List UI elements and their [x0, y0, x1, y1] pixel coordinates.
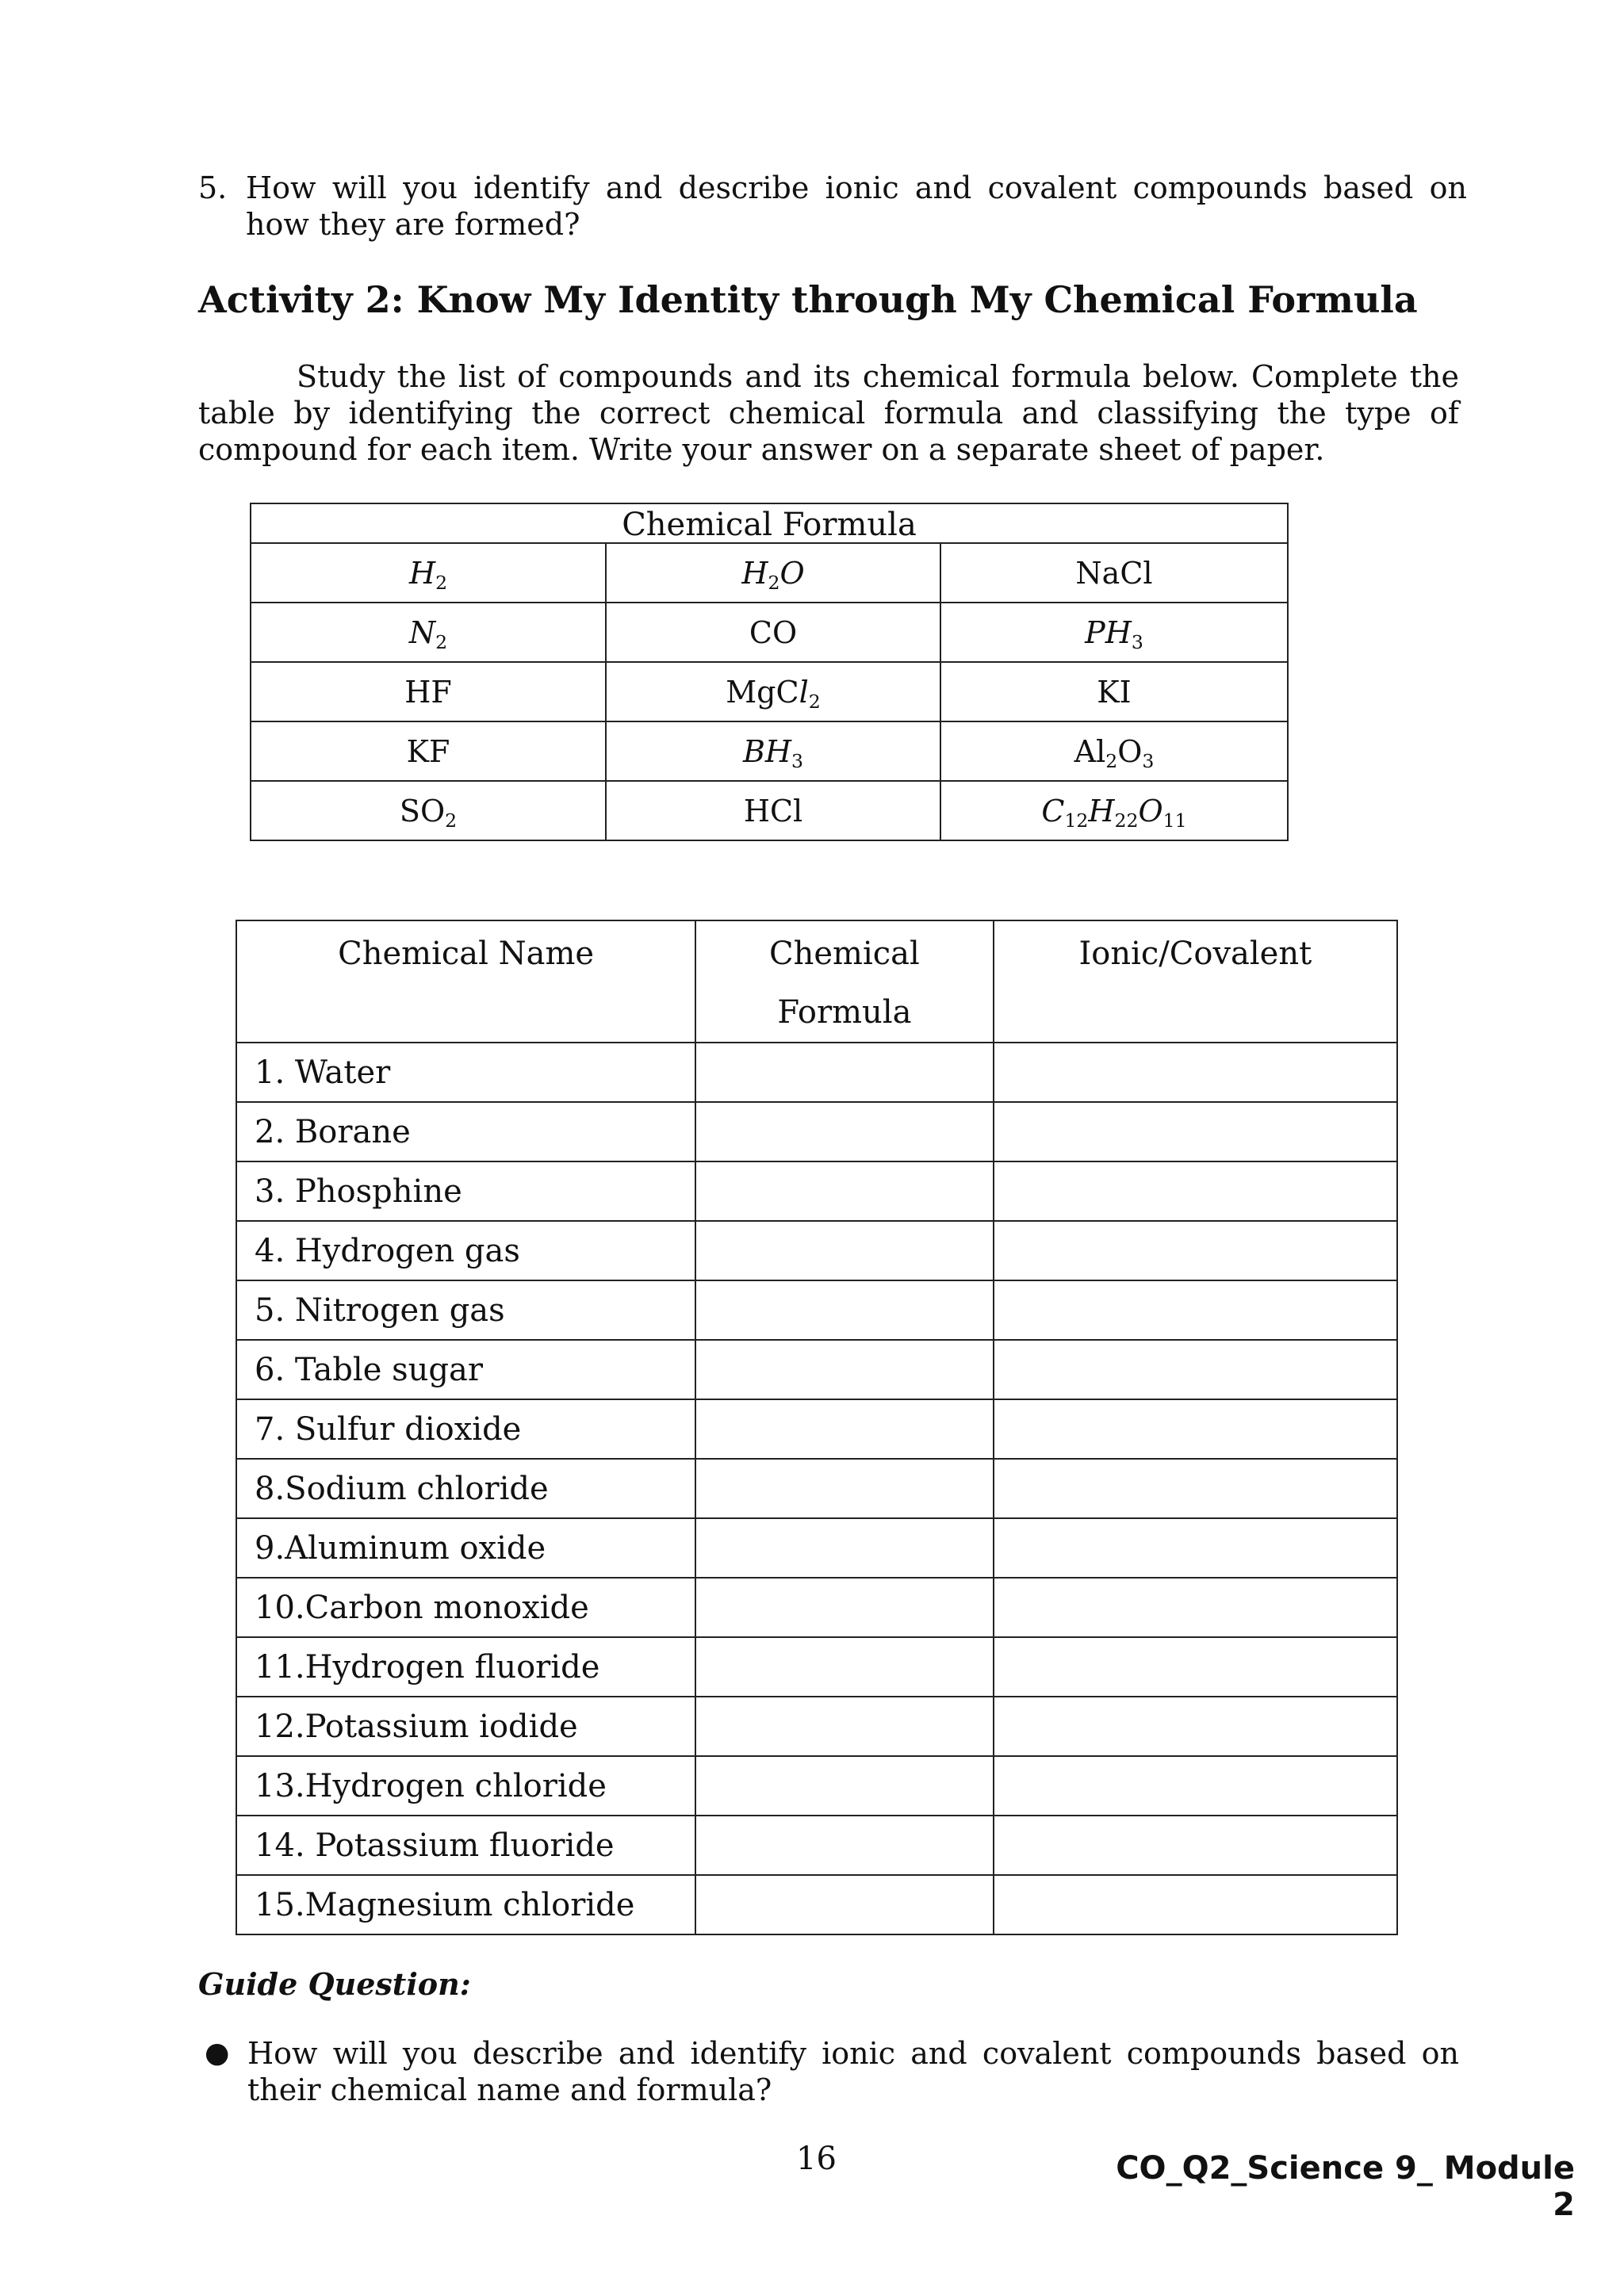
- type-answer-cell[interactable]: [994, 1043, 1397, 1102]
- activity-heading: Activity 2: Know My Identity through My Chemical Formula: [198, 278, 1418, 321]
- question-5-text: How will you identify and describe ionic and covalent compounds based on how they are formed?: [246, 170, 1467, 242]
- chemical-name-cell: 4. Hydrogen gas: [236, 1221, 695, 1280]
- chemical-name-cell: 1. Water: [236, 1043, 695, 1102]
- formula-cell: $Al_2O_3$: [940, 721, 1288, 781]
- formula-row: [251, 603, 1288, 662]
- answer-row: [236, 1459, 1397, 1518]
- formula-cell: $H_2O$: [606, 543, 940, 603]
- answer-row: [236, 1637, 1397, 1697]
- type-answer-cell[interactable]: [994, 1102, 1397, 1161]
- answer-table-body: [236, 1043, 1397, 1934]
- type-answer-cell[interactable]: [994, 1816, 1397, 1875]
- answer-row: [236, 1518, 1397, 1578]
- formula-cell: $C_{12}H_{22}O_{11}$: [940, 781, 1288, 840]
- chemical-name-cell: 7. Sulfur dioxide: [236, 1399, 695, 1459]
- answer-row: [236, 1578, 1397, 1637]
- question-5-number: 5.: [198, 170, 228, 205]
- answer-row: [236, 1697, 1397, 1756]
- chemical-name-cell: 14. Potassium fluoride: [236, 1816, 695, 1875]
- type-answer-cell[interactable]: [994, 1161, 1397, 1221]
- type-answer-cell[interactable]: [994, 1578, 1397, 1637]
- formula-answer-cell[interactable]: [695, 1340, 993, 1399]
- type-answer-cell[interactable]: [994, 1637, 1397, 1697]
- question-5: [198, 170, 1467, 243]
- formula-answer-cell[interactable]: [695, 1637, 993, 1697]
- answer-row: [236, 1102, 1397, 1161]
- page-number: 16: [796, 2141, 837, 2177]
- chemical-name-cell: 2. Borane: [236, 1102, 695, 1161]
- type-answer-cell[interactable]: [994, 1756, 1397, 1816]
- answer-row: [236, 1221, 1397, 1280]
- chemical-name-cell: 13.Hydrogen chloride: [236, 1756, 695, 1816]
- formula-answer-cell[interactable]: [695, 1102, 993, 1161]
- formula-cell: KF: [251, 721, 606, 781]
- chemical-name-cell: 12.Potassium iodide: [236, 1697, 695, 1756]
- answer-row: [236, 1756, 1397, 1816]
- formula-answer-cell[interactable]: [695, 1697, 993, 1756]
- formula-answer-cell[interactable]: [695, 1399, 993, 1459]
- formula-cell: HCl: [606, 781, 940, 840]
- type-answer-cell[interactable]: [994, 1221, 1397, 1280]
- chemical-name-cell: 10.Carbon monoxide: [236, 1578, 695, 1637]
- type-answer-cell[interactable]: [994, 1459, 1397, 1518]
- formula-row: [251, 781, 1288, 840]
- formula-answer-cell[interactable]: [695, 1756, 993, 1816]
- answer-row: [236, 1816, 1397, 1875]
- formula-answer-cell[interactable]: [695, 1875, 993, 1934]
- formula-row: [251, 662, 1288, 721]
- formula-answer-cell[interactable]: [695, 1221, 993, 1280]
- answer-row: [236, 1875, 1397, 1934]
- type-answer-cell[interactable]: [994, 1280, 1397, 1340]
- guide-question-title: Guide Question:: [198, 1966, 471, 2002]
- header-formula-line1: Chemical: [769, 936, 920, 972]
- formula-cell: MgCl$_2$: [606, 662, 940, 721]
- formula-table-body: [251, 543, 1288, 840]
- type-answer-cell[interactable]: [994, 1340, 1397, 1399]
- answer-row: [236, 1340, 1397, 1399]
- type-answer-cell[interactable]: [994, 1518, 1397, 1578]
- type-answer-cell[interactable]: [994, 1697, 1397, 1756]
- formula-row: [251, 543, 1288, 603]
- header-chemical-name: Chemical Name: [236, 920, 695, 1043]
- answer-table: [236, 920, 1398, 1935]
- chemical-name-cell: 9.Aluminum oxide: [236, 1518, 695, 1578]
- formula-cell: $SO_2$: [251, 781, 606, 840]
- answer-row: [236, 1161, 1397, 1221]
- formula-answer-cell[interactable]: [695, 1161, 993, 1221]
- formula-cell: $N_2$: [251, 603, 606, 662]
- answer-row: [236, 1043, 1397, 1102]
- header-chemical-formula: [695, 920, 993, 1043]
- module-footer: CO_Q2_Science 9_ Module 2: [1116, 2150, 1575, 2223]
- type-answer-cell[interactable]: [994, 1399, 1397, 1459]
- chemical-name-cell: 5. Nitrogen gas: [236, 1280, 695, 1340]
- header-ionic-covalent: Ionic/Covalent: [994, 920, 1397, 1043]
- formula-cell: KI: [940, 662, 1288, 721]
- chemical-name-cell: 8.Sodium chloride: [236, 1459, 695, 1518]
- chemical-name-cell: 6. Table sugar: [236, 1340, 695, 1399]
- chemical-name-cell: 15.Magnesium chloride: [236, 1875, 695, 1934]
- formula-cell: $PH_3$: [940, 603, 1288, 662]
- guide-question-text: How will you describe and identify ionic and covalent compounds based on their chemical name and formula?: [247, 2036, 1459, 2107]
- guide-question: [198, 2035, 1459, 2108]
- formula-table: [250, 503, 1289, 841]
- chemical-name-cell: 11.Hydrogen fluoride: [236, 1637, 695, 1697]
- formula-cell: CO: [606, 603, 940, 662]
- formula-answer-cell[interactable]: [695, 1816, 993, 1875]
- formula-answer-cell[interactable]: [695, 1578, 993, 1637]
- chemical-name-cell: 3. Phosphine: [236, 1161, 695, 1221]
- formula-cell: $H_2$: [251, 543, 606, 603]
- formula-answer-cell[interactable]: [695, 1518, 993, 1578]
- formula-cell: NaCl: [940, 543, 1288, 603]
- header-formula-line2: Formula: [777, 994, 912, 1031]
- type-answer-cell[interactable]: [994, 1875, 1397, 1934]
- formula-answer-cell[interactable]: [695, 1043, 993, 1102]
- answer-row: [236, 1399, 1397, 1459]
- formula-table-header: Chemical Formula: [251, 503, 1288, 543]
- bullet-icon: ●: [205, 2037, 230, 2069]
- answer-row: [236, 1280, 1397, 1340]
- activity-instructions: [198, 358, 1459, 468]
- instructions-paragraph: Study the list of compounds and its chemical formula below. Complete the table by identifying the correct chemical formula and classifying the type of compound for each item. Write your answer on a separate sheet of paper.: [198, 359, 1459, 467]
- formula-answer-cell[interactable]: [695, 1280, 993, 1340]
- formula-cell: $BH_3$: [606, 721, 940, 781]
- formula-row: [251, 721, 1288, 781]
- formula-answer-cell[interactable]: [695, 1459, 993, 1518]
- formula-cell: HF: [251, 662, 606, 721]
